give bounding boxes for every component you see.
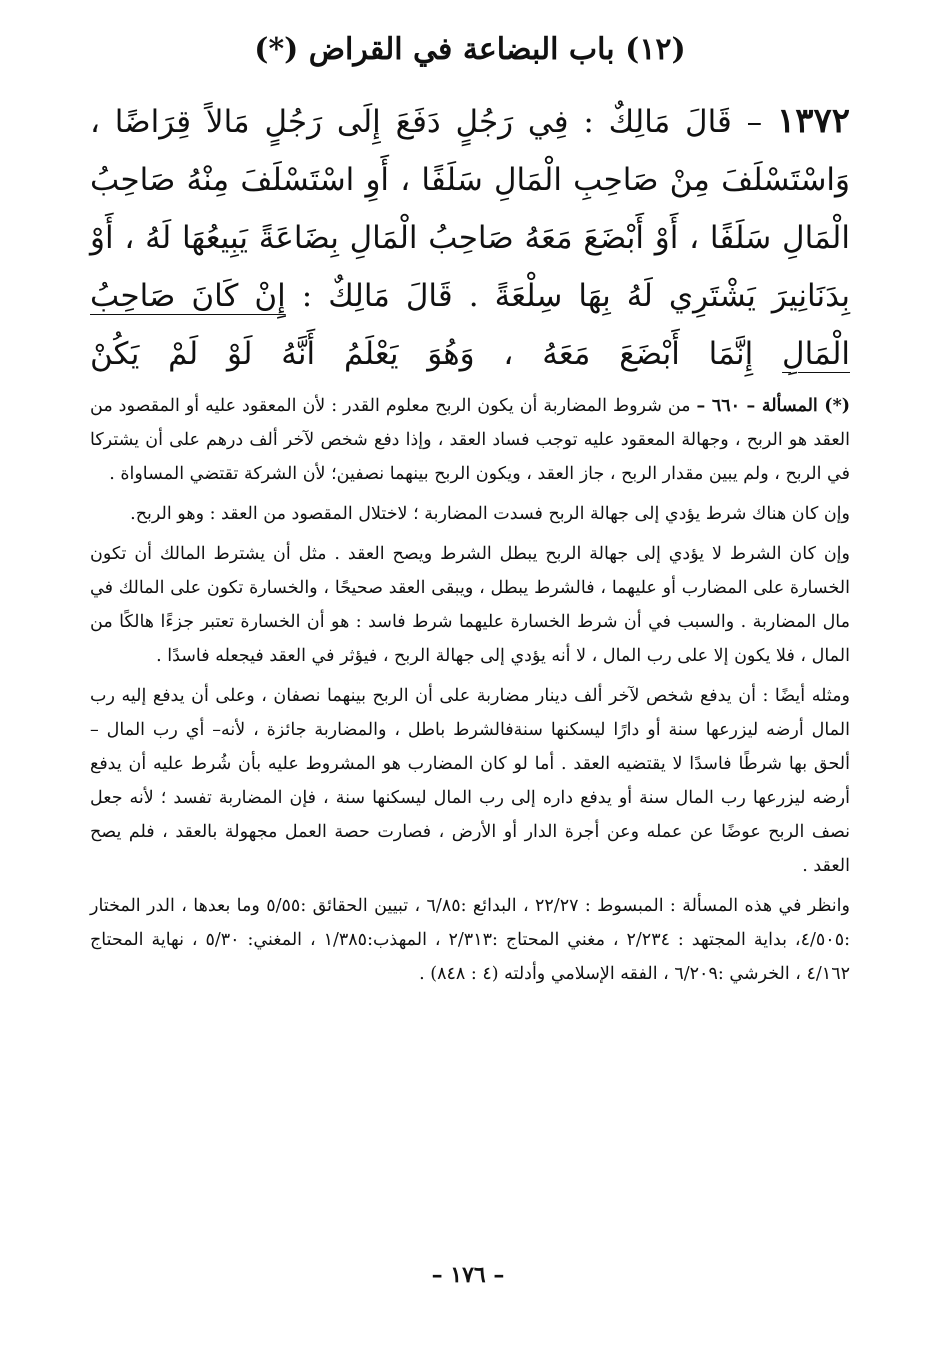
footnote (90, 389, 850, 991)
footnote-references: وانظر في هذه المسألة : المبسوط : ٢٢/٢٧ ، البدائع :٦/٨٥ ، تبيين الحقائق :٥/٥٥ وما بعدها ، الدر المختار :٤/٥٠٥، بداية المجتهد : ٢/٢٣٤ ، مغني المحتاج :٢/٣١٣ ، المهذب:١/٣٨٥ ، المغني: ٥/٣٠ ، نهاية المحتاج ٤/١٦٢ ، الخرشي :٦/٢٠٩ ، الفقه الإسلامي وأدلته (٤ : ٨٤٨) . (90, 896, 850, 984)
page-content (90, 30, 850, 997)
page-number: – ١٧٦ – (431, 1262, 505, 1288)
main-text-tail: إِنَّمَا أَبْضَعَ مَعَهُ ، وَهُوَ يَعْلَمُ أَنَّهُ لَوْ لَمْ يَكُنْ (90, 336, 783, 372)
footnote-paragraph-3: وإن كان الشرط لا يؤدي إلى جهالة الربح يبطل الشرط ويصح العقد . مثل أن يشترط المالك أن تكون الخسارة على المضارب أو عليهما ، فالشرط يبطل ، ويبقى العقد صحيحًا ، والخسارة تكون على المالك في مال المضاربة . والسبب في أن شرط الخسارة عليهما شرط فاسد : هو أن الخسارة تعتبر جزءًا هالكًا من المال ، فلا يكون إلا على رب المال ، لا أنه يؤدي إلى جهالة الربح ، فيؤثر في العقد فيجعله فاسدًا . (90, 544, 850, 666)
entry-number: ١٣٧٢ (776, 101, 850, 141)
main-text-underlined: إِنْ كَانَ صَاحِبُ الْمَالِ (90, 278, 850, 372)
footnote-paragraph-4: ومثله أيضًا : أن يدفع شخص لآخر ألف دينار مضاربة على أن الربح بينهما نصفان ، وعلى أن يدفع إليه رب المال أرضه ليزرعها سنة أو دارًا ليسكنها سنةفالشرط باطل ، والمضاربة جائزة ، لأنه– أي رب المال – ألحق بها شرطًا فاسدًا لا يقتضيه العقد . أما لو كان المضارب هو المشروط عليه بأن شُرط عليه أن يدفع أرضه ليزرعها رب المال سنة أو يدفع داره إلى رب المال ليسكنها سنة ، فإن المضاربة تفسد ؛ لأنه جعل نصف الربح عوضًا عن عمله وعن أجرة الدار أو الأرض ، فصارت حصة العمل مجهولة بالعقد ، فلم يصح العقد . (90, 686, 850, 876)
chapter-title: (١٢) باب البضاعة في القراض (*) (254, 32, 686, 67)
footnote-paragraph-1-text: من شروط المضاربة أن يكون الربح معلوم القدر : لأن المعقود عليه أو المقصود من العقد هو الربح ، وجهالة المعقود عليه توجب فساد العقد ، وإذا دفع شخص لآخر ألف درهم على أن يشتركا في الربح ، ولم يبين مقدار الربح ، جاز العقد ، ويكون الربح بينهما نصفين؛ لأن الشركة تقتضي المساواة . (90, 396, 850, 484)
footnote-heading: (*) المسألة – ٦٦٠ – (696, 396, 851, 416)
main-hadith-text (90, 92, 850, 383)
footnote-paragraph-2: وإن كان هناك شرط يؤدي إلى جهالة الربح فسدت المضاربة ؛ لاختلال المقصود من العقد : وهو الربح. (130, 504, 850, 524)
footnote-paragraph-1 (90, 389, 850, 491)
main-text-body: – قَالَ مَالِكٌ : فِي رَجُلٍ دَفَعَ إِلَى رَجُلٍ مَالاً قِرَاضًا ، وَاسْتَسْلَفَ مِنْ صَاحِبِ الْمَالِ سَلَفًا ، أَوِ اسْتَسْلَفَ مِنْهُ صَاحِبُ الْمَالِ سَلَفًا ، أَوْ أَبْضَعَ مَعَهُ صَاحِبُ الْمَالِ بِضَاعَةً يَبِيعُهَا لَهُ ، أَوْ بِدَنَانِيرَ يَشْتَرِي لَهُ بِهَا سِلْعَةً . قَالَ مَالِكٌ : (90, 104, 850, 314)
